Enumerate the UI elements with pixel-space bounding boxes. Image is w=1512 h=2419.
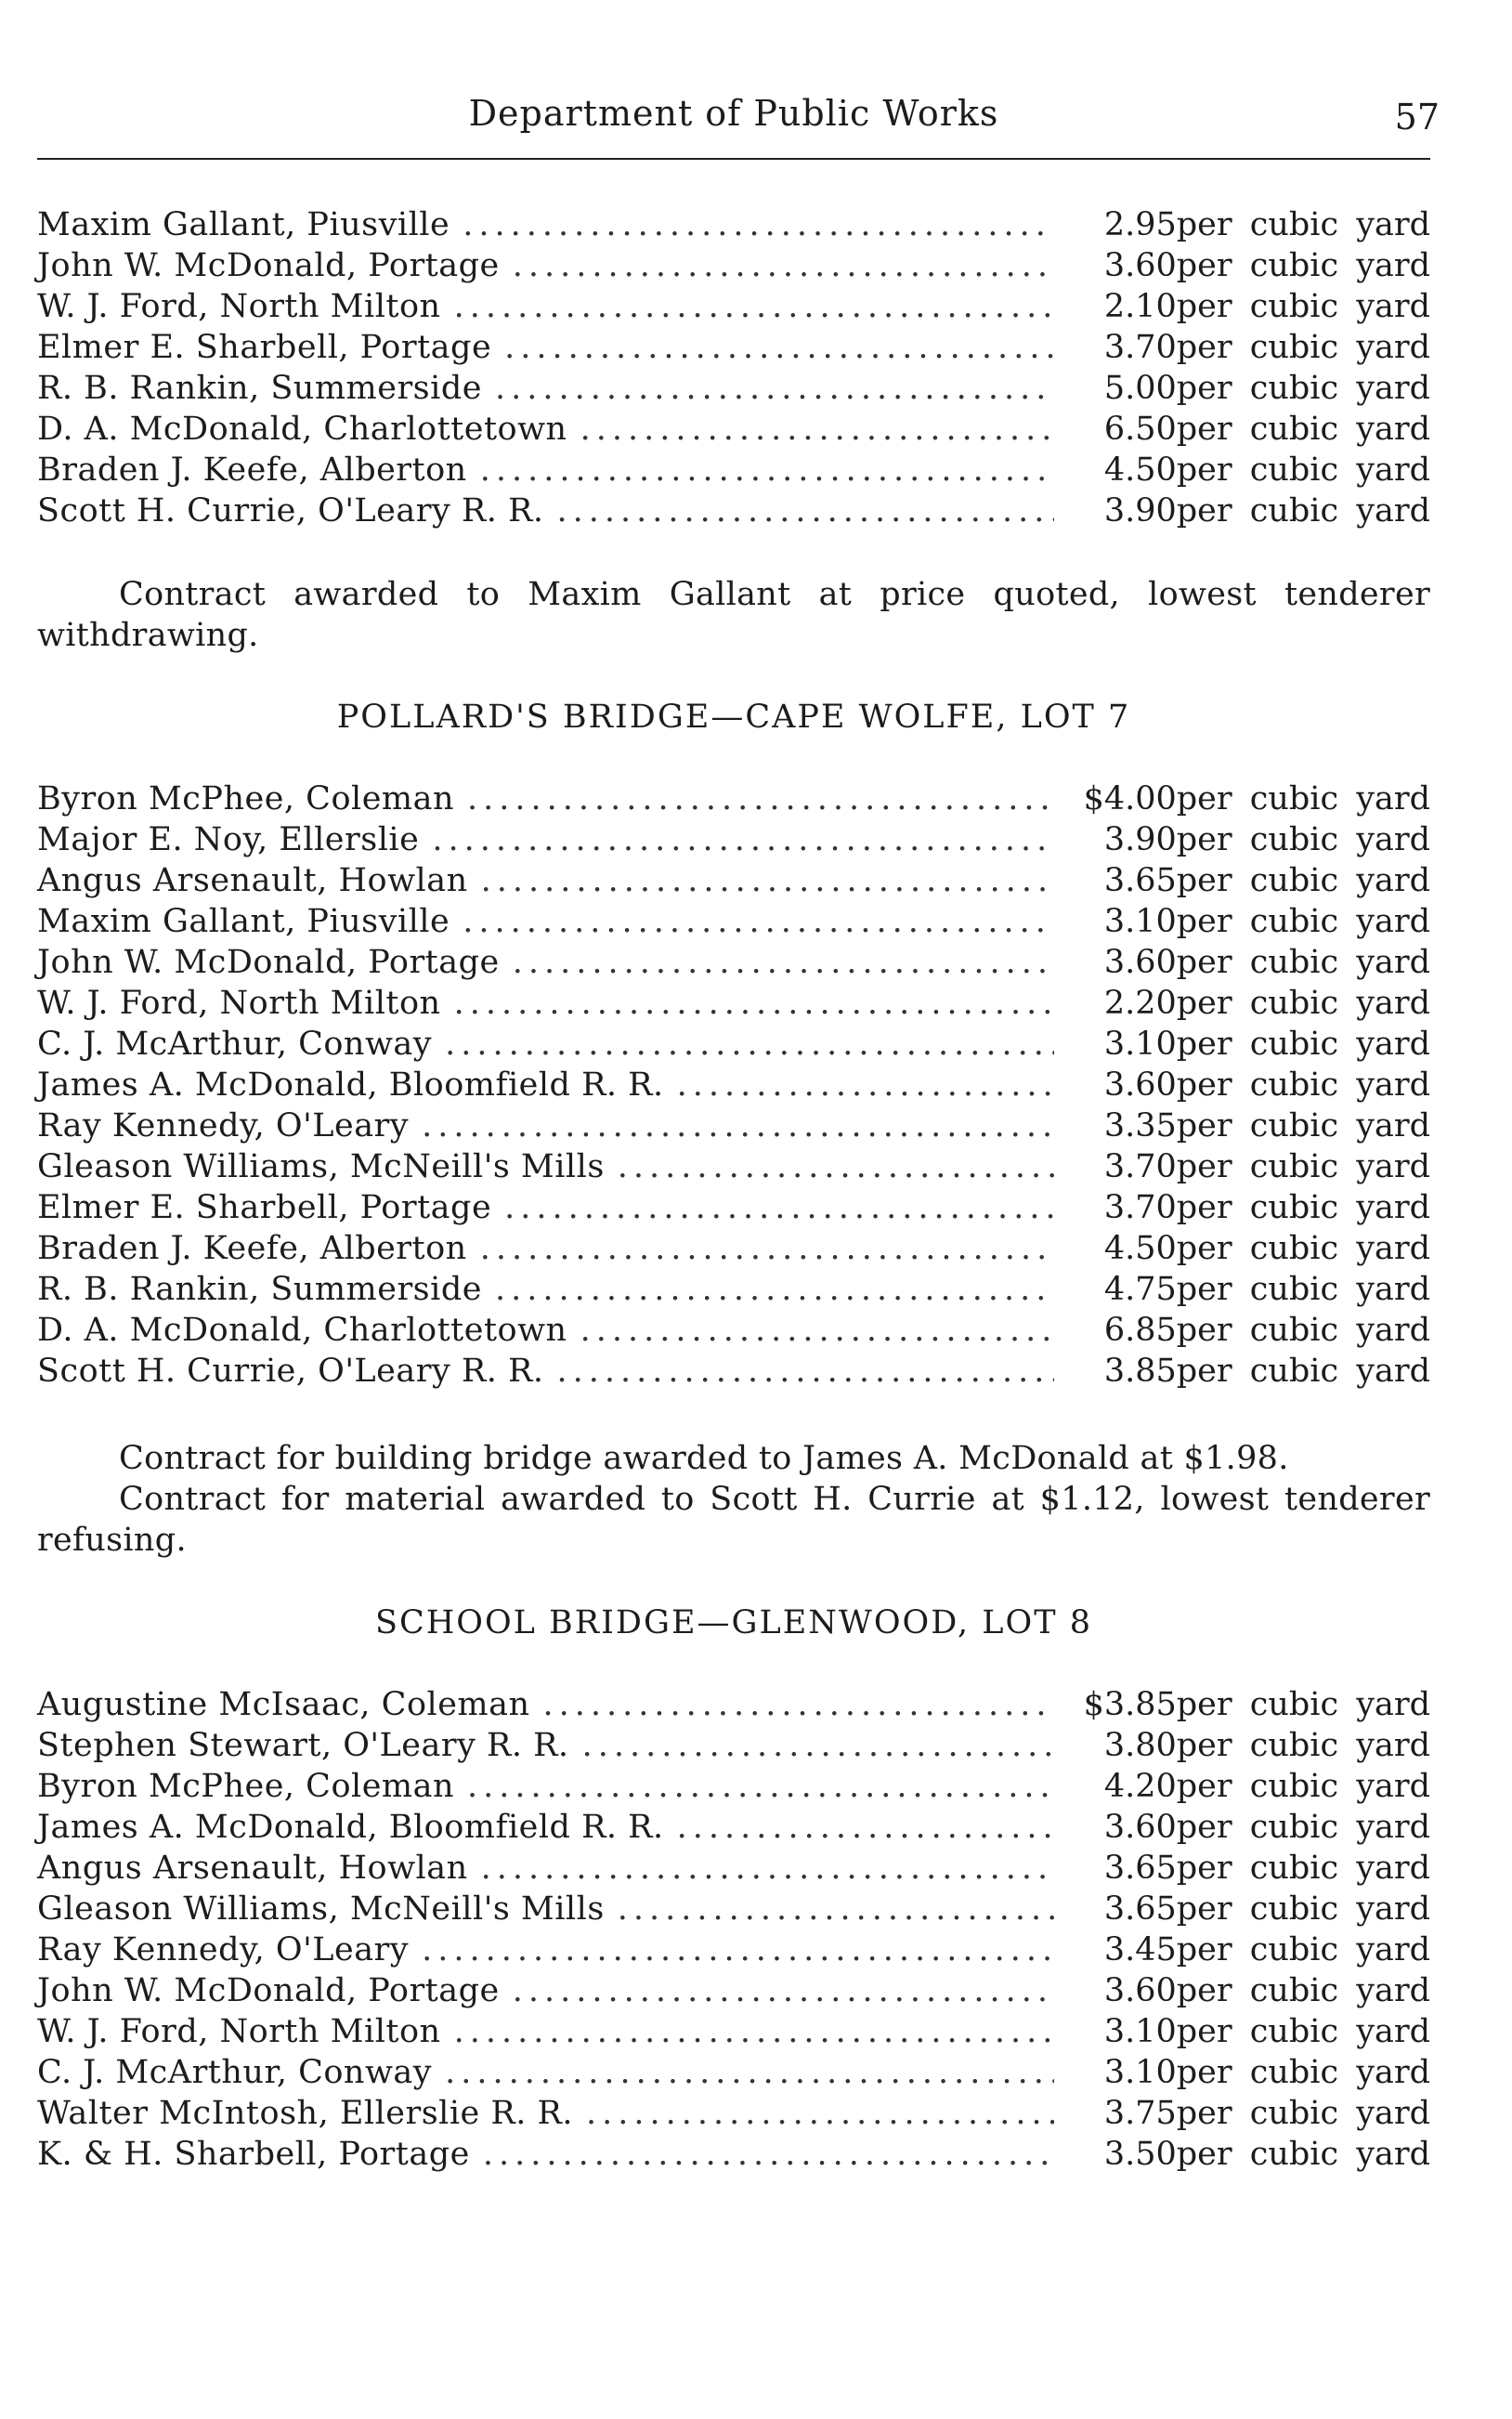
tender-row [37,1850,1430,1890]
leader-dots [454,288,1054,325]
leader-dots [513,1972,1054,2009]
tender-row [37,1890,1430,1931]
leader-dots [543,1686,1054,1723]
leader-dots [454,2013,1054,2050]
tender-price: 3.10 [1103,2054,1177,2091]
tenderer-name: W. J. Ford, North Milton [37,985,441,1022]
leader-dots [481,1850,1054,1887]
tenderer-name: James A. McDonald, Bloomfield R. R. [37,1066,664,1104]
leader-dots [467,780,1054,817]
tender-price: 2.95 [1103,206,1177,243]
tenderer-name: K. & H. Sharbell, Portage [37,2136,470,2173]
tender-price: 3.70 [1103,1189,1177,1226]
tender-row [37,288,1430,329]
tender-row [37,1312,1430,1353]
leader-dots [467,1768,1054,1805]
tender-unit: per cubic yard [1176,2013,1430,2050]
tenderer-name: R. B. Rankin, Summerside [37,1271,482,1308]
award-note: Contract awarded to Maxim Gallant at price quoted, lowest tenderer withdrawing. [37,576,1430,654]
tender-row [37,944,1430,985]
tender-row [37,903,1430,944]
tender-row [37,247,1430,288]
tender-price: 5.00 [1103,370,1177,407]
tender-price: 6.50 [1103,411,1177,448]
tender-price: 3.50 [1103,2136,1177,2173]
leader-dots [445,2054,1054,2091]
tenderer-name: Elmer E. Sharbell, Portage [37,1189,492,1226]
tender-price: 3.10 [1103,2013,1177,2050]
leader-dots [483,2136,1054,2173]
tender-row [37,411,1430,451]
tender-unit: per cubic yard [1176,329,1430,366]
tender-unit: per cubic yard [1176,1890,1430,1928]
award-note-building: Contract for building bridge awarded to James A. McDonald at $1.98. [119,1440,1289,1477]
leader-dots [556,1353,1053,1390]
tender-price: $3.85 [1083,1686,1177,1723]
tender-unit: per cubic yard [1176,288,1430,325]
leader-dots [495,1271,1054,1308]
tender-row [37,2095,1430,2136]
tenderer-name: D. A. McDonald, Charlottetown [37,411,567,448]
tender-price: 4.50 [1103,1230,1177,1267]
tender-list-continued [37,206,1430,533]
leader-dots [580,411,1054,448]
tender-price: 3.60 [1103,1972,1177,2009]
tenderer-name: Gleason Williams, McNeill's Mills [37,1890,605,1928]
tender-price: 3.45 [1103,1931,1177,1968]
tender-row [37,2013,1430,2054]
tenderer-name: Scott H. Currie, O'Leary R. R. [37,1353,544,1390]
tender-price: 3.60 [1103,944,1177,981]
tenderer-name: Walter McIntosh, Ellerslie R. R. [37,2095,573,2132]
tender-unit: per cubic yard [1176,862,1430,899]
tenderer-name: C. J. McArthur, Conway [37,1026,433,1063]
tender-row [37,1066,1430,1107]
tender-row [37,1230,1430,1271]
tenderer-name: R. B. Rankin, Summerside [37,370,482,407]
tender-row [37,2054,1430,2095]
tender-price: 3.65 [1103,1890,1177,1928]
leader-dots [504,1189,1054,1226]
tender-price: 3.70 [1103,1148,1177,1185]
tender-unit: per cubic yard [1176,1230,1430,1267]
tenderer-name: Maxim Gallant, Piusville [37,903,450,940]
tender-unit: per cubic yard [1176,1066,1430,1104]
tenderer-name: John W. McDonald, Portage [37,247,500,284]
leader-dots [504,329,1054,366]
tenderer-name: Byron McPhee, Coleman [37,1768,455,1805]
tender-price: 3.60 [1103,1066,1177,1104]
tenderer-name: W. J. Ford, North Milton [37,2013,441,2050]
leader-dots [618,1890,1054,1928]
tender-row [37,451,1430,492]
running-title: Department of Public Works [468,93,999,134]
leader-dots [618,1148,1054,1185]
tender-price: 3.70 [1103,329,1177,366]
leader-dots [513,247,1054,284]
tenderer-name: Braden J. Keefe, Alberton [37,451,467,489]
tender-row [37,2136,1430,2177]
tenderer-name: John W. McDonald, Portage [37,1972,500,2009]
tender-unit: per cubic yard [1176,944,1430,981]
leader-dots [481,862,1054,899]
tenderer-name: Angus Arsenault, Howlan [37,862,468,899]
leader-dots [513,944,1054,981]
tender-row [37,1271,1430,1312]
tender-unit: per cubic yard [1176,1026,1430,1063]
tender-row [37,370,1430,411]
tender-unit: per cubic yard [1176,1686,1430,1723]
tender-row [37,206,1430,247]
tenderer-name: Major E. Noy, Ellerslie [37,821,420,858]
tender-unit: per cubic yard [1176,985,1430,1022]
tenderer-name: Braden J. Keefe, Alberton [37,1230,467,1267]
tenderer-name: Maxim Gallant, Piusville [37,206,450,243]
leader-dots [586,2095,1054,2132]
tender-unit: per cubic yard [1176,1850,1430,1887]
leader-dots [580,1312,1054,1349]
leader-dots [677,1809,1054,1846]
tender-unit: per cubic yard [1176,370,1430,407]
tenderer-name: C. J. McArthur, Conway [37,2054,433,2091]
tender-unit: per cubic yard [1176,1727,1430,1764]
tender-unit: per cubic yard [1176,1353,1430,1390]
tender-row [37,821,1430,862]
tender-unit: per cubic yard [1176,903,1430,940]
tender-unit: per cubic yard [1176,1312,1430,1349]
tenderer-name: James A. McDonald, Bloomfield R. R. [37,1809,664,1846]
leader-dots [422,1931,1054,1968]
tender-row [37,492,1430,533]
tender-row [37,985,1430,1026]
tenderer-name: Gleason Williams, McNeill's Mills [37,1148,605,1185]
tender-row [37,1809,1430,1850]
tender-price: 3.85 [1103,1353,1177,1390]
tender-row [37,1148,1430,1189]
leader-dots [495,370,1054,407]
tender-price: 3.60 [1103,1809,1177,1846]
tenderer-name: Angus Arsenault, Howlan [37,1850,468,1887]
tender-row [37,1727,1430,1768]
tender-unit: per cubic yard [1176,1107,1430,1144]
tenderer-name: Augustine McIsaac, Coleman [37,1686,530,1723]
tender-price: 3.90 [1103,492,1177,530]
leader-dots [445,1026,1054,1063]
tender-price: 3.35 [1103,1107,1177,1144]
leader-dots [463,903,1054,940]
tenderer-name: Ray Kennedy, O'Leary [37,1107,410,1144]
tender-row [37,780,1430,821]
tender-price: 4.20 [1103,1768,1177,1805]
tender-row [37,1107,1430,1148]
tender-price: 3.90 [1103,821,1177,858]
tender-price: 2.10 [1103,288,1177,325]
leader-dots [480,1230,1054,1267]
leader-dots [677,1066,1054,1104]
tenderer-name: W. J. Ford, North Milton [37,288,441,325]
tender-unit: per cubic yard [1176,1271,1430,1308]
tender-unit: per cubic yard [1176,492,1430,530]
tenderer-name: John W. McDonald, Portage [37,944,500,981]
leader-dots [454,985,1054,1022]
tender-unit: per cubic yard [1176,821,1430,858]
leader-dots [463,206,1054,243]
section-heading-lot8: SCHOOL BRIDGE—GLENWOOD, LOT 8 [375,1604,1092,1641]
award-note-material: Contract for material awarded to Scott H. Currie at $1.12, lowest tenderer refusing. [37,1481,1430,1559]
tender-price: 4.50 [1103,451,1177,489]
tender-price: 3.10 [1103,903,1177,940]
tenderer-name: Elmer E. Sharbell, Portage [37,329,492,366]
tender-price: 3.65 [1103,862,1177,899]
section-heading-lot7: POLLARD'S BRIDGE—CAPE WOLFE, LOT 7 [336,699,1131,736]
tender-unit: per cubic yard [1176,451,1430,489]
tender-unit: per cubic yard [1176,1809,1430,1846]
tender-row [37,862,1430,903]
tender-unit: per cubic yard [1176,1972,1430,2009]
tenderer-name: Scott H. Currie, O'Leary R. R. [37,492,544,530]
tender-row [37,1353,1430,1393]
running-header [37,93,1440,160]
tender-row [37,1972,1430,2013]
tender-price: 3.65 [1103,1850,1177,1887]
tender-unit: per cubic yard [1176,206,1430,243]
tender-unit: per cubic yard [1176,1768,1430,1805]
tender-price: 4.75 [1103,1271,1177,1308]
tender-row [37,1189,1430,1230]
tenderer-name: Ray Kennedy, O'Leary [37,1931,410,1968]
tender-list-lot8 [37,1686,1430,2177]
tender-price: 3.60 [1103,247,1177,284]
leader-dots [582,1727,1054,1764]
tender-price: 3.10 [1103,1026,1177,1063]
tenderer-name: Byron McPhee, Coleman [37,780,455,817]
leader-dots [480,451,1054,489]
tender-unit: per cubic yard [1176,2136,1430,2173]
page-number: 57 [1394,97,1440,137]
tender-price: 3.80 [1103,1727,1177,1764]
tender-price: 2.20 [1103,985,1177,1022]
tenderer-name: Stephen Stewart, O'Leary R. R. [37,1727,569,1764]
tender-row [37,329,1430,370]
tender-unit: per cubic yard [1176,1189,1430,1226]
tender-unit: per cubic yard [1176,247,1430,284]
tender-row [37,1686,1430,1727]
tender-unit: per cubic yard [1176,1148,1430,1185]
leader-dots [432,821,1053,858]
tenderer-name: D. A. McDonald, Charlottetown [37,1312,567,1349]
tender-row [37,1026,1430,1066]
tender-unit: per cubic yard [1176,1931,1430,1968]
tender-unit: per cubic yard [1176,411,1430,448]
leader-dots [422,1107,1054,1144]
tender-row [37,1931,1430,1972]
tender-unit: per cubic yard [1176,2054,1430,2091]
tender-row [37,1768,1430,1809]
tender-unit: per cubic yard [1176,780,1430,817]
tender-price: 6.85 [1103,1312,1177,1349]
tender-price: 3.75 [1103,2095,1177,2132]
tender-unit: per cubic yard [1176,2095,1430,2132]
tender-price: $4.00 [1083,780,1177,817]
leader-dots [556,492,1053,530]
tender-list-lot7 [37,780,1430,1393]
